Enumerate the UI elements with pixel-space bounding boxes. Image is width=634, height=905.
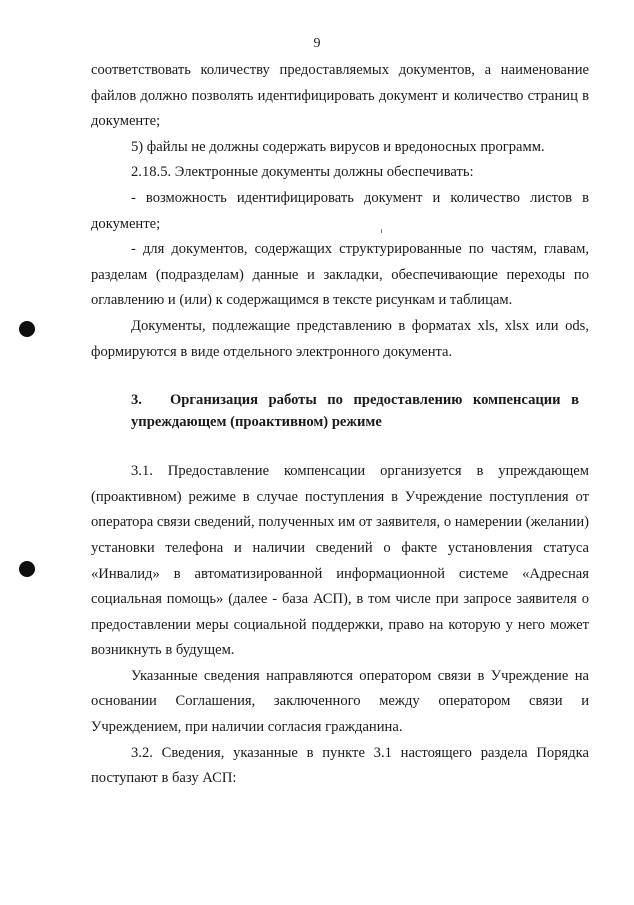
- paragraph: соответствовать количеству предоставляемых документов, а наименование файлов должно позволять идентифицировать документ и количество страниц в документе;: [91, 62, 589, 130]
- scan-speck: [381, 229, 382, 233]
- paragraph: Документы, подлежащие представлению в форматах xls, xlsx или ods, формируются в виде отдельного электронного документа.: [91, 317, 589, 360]
- section-heading: [91, 389, 589, 433]
- section-title: Организация работы по предоставлению компенсации в упреждающем (проактивном) режиме: [131, 392, 579, 431]
- paragraph: - для документов, содержащих структурированные по частям, главам, разделам (подразделам) данные и закладки, обеспечивающие переходы по оглавлению и (или) к содержащимся в тексте рисункам и таблицам.: [91, 241, 589, 309]
- paragraph: Указанные сведения направляются оператором связи в Учреждение на основании Соглашения, заключенного между оператором связи и Учреждением, при наличии согласия гражданина.: [91, 667, 589, 736]
- paragraph: 5) файлы не должны содержать вирусов и вредоносных программ.: [131, 138, 545, 155]
- paragraph: 3.2. Сведения, указанные в пункте 3.1 настоящего раздела Порядка поступают в базу АСП:: [91, 744, 589, 787]
- hole-punch-mark: [19, 561, 35, 577]
- section-number: 3.: [131, 392, 142, 409]
- paragraph: - возможность идентифицировать документ и количество листов в документе;: [91, 189, 589, 232]
- hole-punch-mark: [19, 321, 35, 337]
- page-number: 9: [313, 36, 321, 51]
- paragraph: 3.1. Предоставление компенсации организуется в упреждающем (проактивном) режиме в случае поступления в Учреждение поступления от оператора связи сведений, полученных им от заявителя, о намерении (желании) установки телефона и наличии сведений о факте установления статуса «Инвалид» в автоматизированной информационной системе «Адресная социальная помощь» (далее - база АСП), в том числе при запросе заявителя о предоставлении меры социальной поддержки, право на которую у него может возникнуть в будущем.: [91, 463, 589, 659]
- paragraph: 2.18.5. Электронные документы должны обеспечивать:: [131, 164, 474, 181]
- document-body: [91, 58, 589, 792]
